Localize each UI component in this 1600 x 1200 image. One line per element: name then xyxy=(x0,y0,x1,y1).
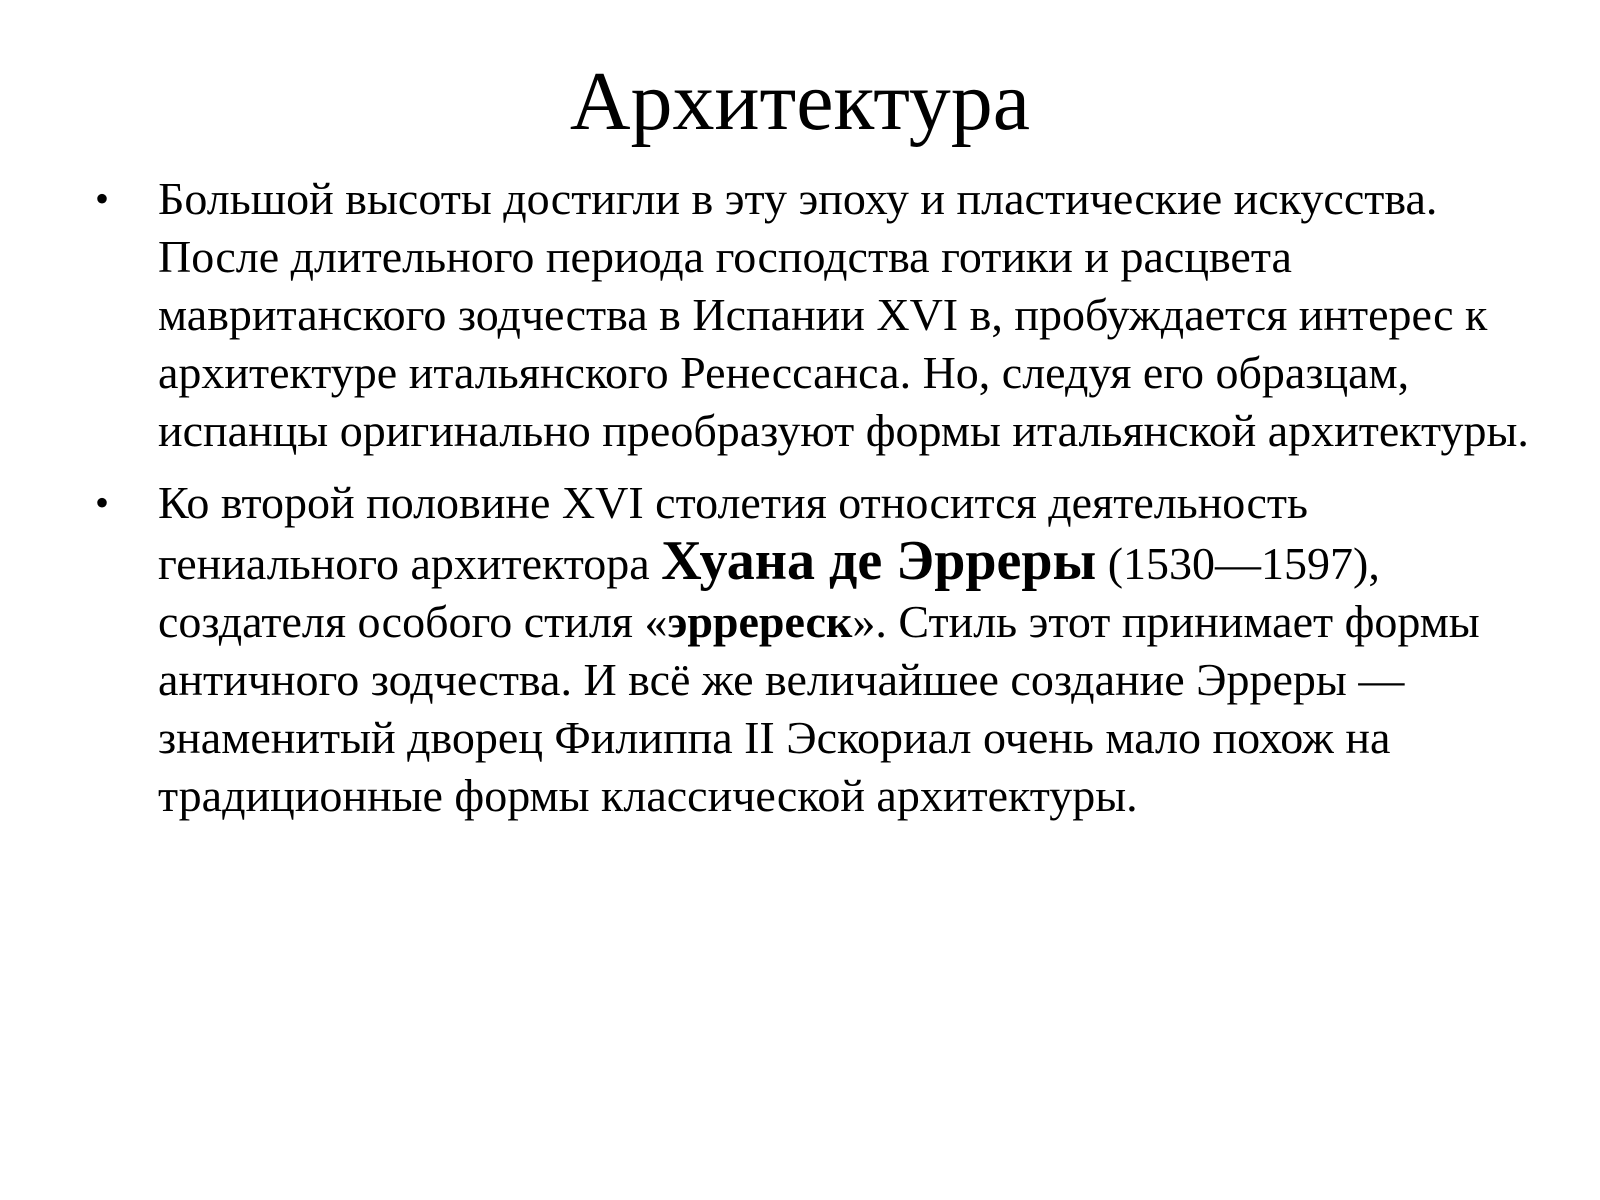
bullet-text-2-part2: (1530—1597), создателя особого стиля « xyxy=(158,538,1380,647)
architect-name: Хуана де Эрреры xyxy=(661,530,1097,592)
slide-title: Архитектура xyxy=(569,55,1031,148)
bullet-marker: • xyxy=(95,480,110,525)
slide-content xyxy=(0,170,1600,839)
bullet-item-1 xyxy=(0,170,1600,460)
bullet-text-2-part3: ». Стиль этот принимает формы античного зодчества. И всё же величайшее создание Эрреры — знаменитый дворец Филиппа II Эскориал очень мало похож на традиционные формы классической архитектуры. xyxy=(158,596,1480,821)
bullet-text-2-part1: Ко второй половине XVI столетия относится деятельность гениального архитектора xyxy=(158,477,1308,589)
bullet-marker: • xyxy=(95,176,110,221)
style-name: эрререск xyxy=(667,596,853,647)
bullet-item-2 xyxy=(0,474,1600,825)
bullet-text-1: Большой высоты достигли в эту эпоху и пластические искусства. После длительного периода господства готики и расцвета мавританского зодчества в Испании XVI в, пробуждается интерес к архитектуре итальянского Ренессанса. Но, следуя его образцам, испанцы оригинально преобразуют формы итальянской архитектуры. xyxy=(158,173,1529,456)
